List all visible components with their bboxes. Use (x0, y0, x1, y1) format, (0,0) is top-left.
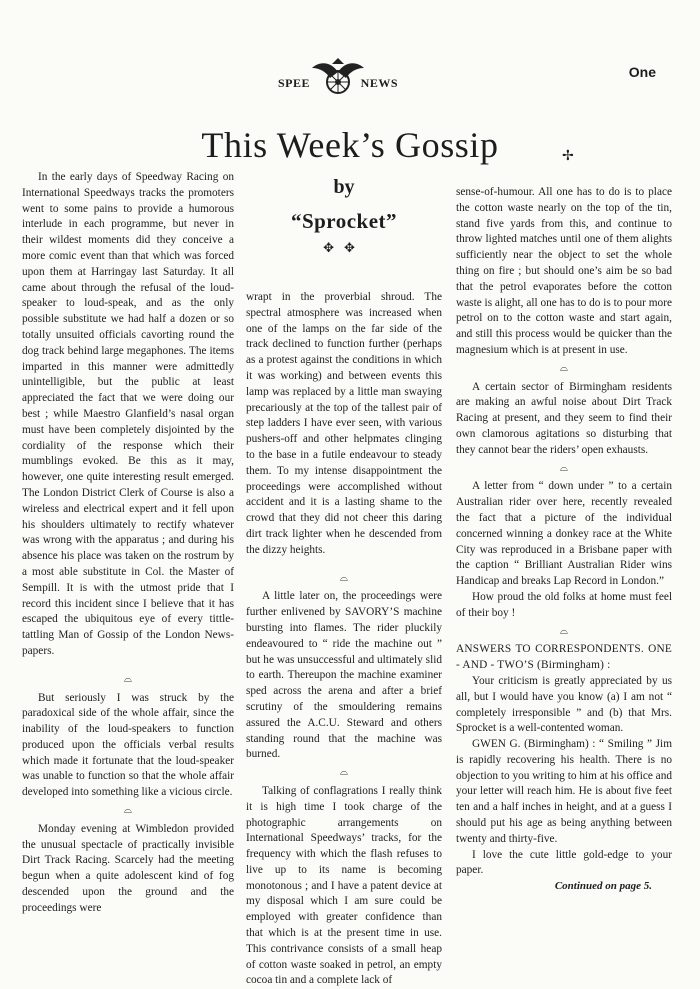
paragraph: sense-of-humour. All one has to do is to place the cotton waste nearly on the top of the tin, stand five yards from this, and continue to throw lighted matches until one of them alights sufficiently near the object to set the whole thing on fire ; but should one’s aim be so bad that the petrol evaporates before the cotton waste is alight, all one has to do is to pour more petrol on to the cotton waste and start again, and still this process would be quicker than the magnesium which is at present in use. (456, 186, 672, 356)
byline-author: “Sprocket” (290, 209, 398, 233)
winged-wheel-icon (312, 58, 364, 98)
section-ornament: ⌓ (560, 362, 568, 374)
byline (246, 176, 442, 256)
section-ornament: ⌓ (124, 805, 132, 817)
paragraph: Talking of conflagrations I really think it is high time I took charge of the photographic arrangements on International Speedways’ tracks, for the frequency with which the flash refuses to live up to its name is becoming monotonous ; and I have a patent device at my disposal which I am sure could be employed with greater confidence than that which is at the present time in use. This contrivance consists of a small heap of cotton waste soaked in petrol, an empty cocoa tin and a complete lack of (246, 784, 442, 987)
paragraph: In the early days of Speedway Racing on International Speedways tracks the promoters went to some pains to provide a humorous interlude in each programme, but never in their wildest moments did they conceive a more comic event than that which was forced upon them at Harringay last Saturday. It all came about through the refusal of the loud-speaker to loud-speak, and as the only possible substitute we had half a dozen or so totally unsuited officials cavorting round the dog track behind large megaphones. The items imparted in this manner were admittedly unintelligible, but the public at least appreciated the fact that we were doing our best ; while Maestro Glanfield’s nasal organ must have been completely disjointed by the cordiality of the response which their mumblings evoked. Be this as it may, however, one quite interesting result emerged. The London District Clerk of Course is also a wireless and electrical expert and it fell upon his shoulders ultimately to rectify whatever was wrong with the apparatus ; and during his absence his place was taken on the rostrum by a most able substitute in Col. the Master of Sempill. It is with the utmost pride that I record this incident since I believe that it has escaped the ubiquitous eye of every tittle-tattling Man of Gossip of the London News-papers. (22, 171, 234, 657)
paragraph: A certain sector of Birmingham residents are making an awful noise about Dirt Track Racing at present, and they seem to find their own clamorous agitations so disturbing that they cannot bear the riders’ open exhausts. (456, 380, 672, 456)
section-ornament: ⌓ (124, 673, 132, 685)
page-label: One (628, 64, 656, 80)
paragraph: A little later on, the proceedings were further enlivened by SAVORY’S machine bursting into flames. The rider pluckily endeavoured to “ ride the machine out ” but he was unsuccessful and ultimately slid to earth. Thereupon the machine examiner sped across the arena and after a brief scrutiny of the smouldering remains assured the A.C.U. Steward and others standing round that the machine was burned. (246, 590, 442, 761)
paragraph: I love the cute little gold-edge to your paper. (456, 848, 672, 877)
paragraph: A letter from “ down under ” to a certain Australian rider over here, recently revealed the fact that a picture of the individual concerned winning a donkey race at the White City was reproduced in a Brisbane paper with the caption “ Brilliant Australian Rider wins Handicap and breaks Lap Record in London.” (456, 480, 672, 588)
paragraph: Your criticism is greatly appreciated by us all, but I would have you know (a) I am not “ completely irresponsible ” and (b) that Mrs. Sprocket is a well-contented woman. (456, 674, 672, 735)
column-1 (22, 170, 234, 917)
masthead-logo (278, 58, 398, 102)
byline-ornament: ✥✥ (323, 240, 365, 255)
section-ornament: ⌓ (560, 462, 568, 474)
paragraph: But seriously I was struck by the paradoxical side of the whole affair, since the inability of the loud-speakers to function produced upon the officials verbal results which made it fortunate that the loud-speaker was unable to function so that the whole affair developed into something like a vicious circle. (22, 691, 234, 799)
margin-mark: ✢ (562, 149, 574, 164)
paragraph: GWEN G. (Birmingham) : “ Smiling ” Jim is rapidly recovering his health. There is no objection to you writing to him at his office and your letter will reach him. He is about five feet ten and a half inches in height, and at a guess I should put his age as being anything between twenty and thirty-five. (456, 738, 672, 845)
correspondents-heading: ANSWERS TO CORRESPONDENTS. ONE - AND - TWO’S (Birmingham) : (456, 643, 672, 672)
section-ornament: ⌓ (340, 572, 348, 584)
headline: This Week’s Gossip (201, 125, 499, 165)
section-ornament: ⌓ (560, 625, 568, 637)
column-2 (246, 290, 442, 989)
continued-note: Continued on page 5. (554, 880, 652, 892)
masthead-right-text: NEWS (360, 76, 398, 90)
section-ornament: ⌓ (340, 767, 348, 779)
masthead-left-text: SPEE (278, 76, 311, 90)
byline-by: by (333, 176, 355, 198)
paragraph: Monday evening at Wimbledon provided the unusual spectacle of practically invisible Dirt Track Racing. Scarcely had the meeting begun when a quite adolescent kind of fog descended upon the ground and the proceedings were (22, 822, 234, 914)
paragraph: How proud the old folks at home must feel of their boy ! (456, 590, 672, 619)
column-3 (456, 185, 672, 879)
paragraph: wrapt in the proverbial shroud. The spectral atmosphere was increased when one of the lamps on the far side of the track declined to function further (perhaps as a protest against the conditions in which it was working) and between events this lamp was replaced by a little man swaying precariously at the top of the tallest pair of step ladders I have ever seen, with various pushers-off and other helpmates clinging to the base in a futile endeavour to steady them. To my intense disappointment the proceedings were accomplished without accident and it is a lasting shame to the crowd that they did not cheer this daring dirt track lighter when he descended from the dizzy heights. (246, 291, 442, 556)
